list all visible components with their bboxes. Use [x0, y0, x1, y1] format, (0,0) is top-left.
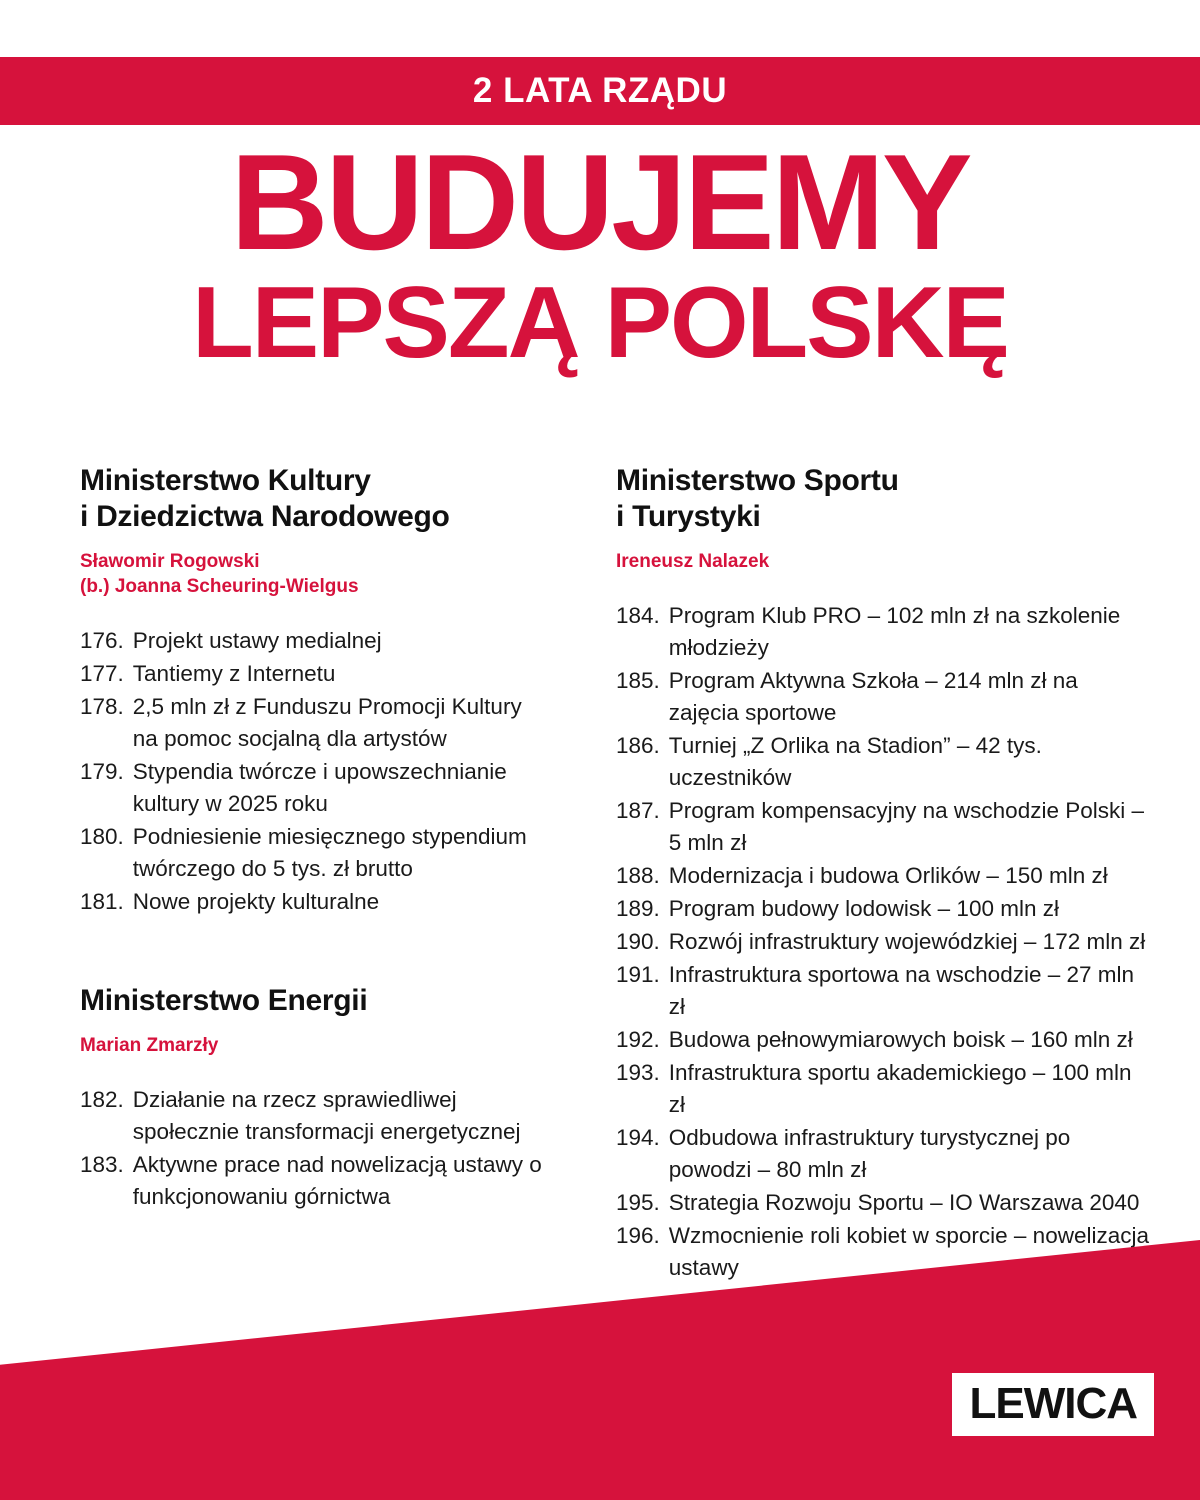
- item-number: 181.: [80, 889, 124, 914]
- list-item: [80, 1084, 550, 1148]
- list-item: [80, 821, 550, 885]
- item-text: Rozwój infrastruktury wojewódzkiej – 172 mln zł: [668, 929, 1146, 954]
- item-text: Program budowy lodowisk – 100 mln zł: [668, 896, 1059, 921]
- ministry-title-line-2: i Turystyki: [616, 500, 761, 533]
- item-text: Infrastruktura sportowa na wschodzie – 27 mln zł: [668, 962, 1135, 1019]
- ministry-person-name: Marian Zmarzły: [80, 1035, 219, 1056]
- item-list-sport: [616, 600, 1154, 1284]
- item-text: Program Aktywna Szkoła – 214 mln zł na zajęcia sportowe: [668, 668, 1078, 725]
- ministry-title-line-1: Ministerstwo Sportu: [616, 464, 899, 497]
- item-number: 179.: [80, 759, 124, 784]
- item-text: Wzmocnienie roli kobiet w sporcie – nowelizacja ustawy: [668, 1223, 1149, 1280]
- list-item: [80, 691, 550, 755]
- item-list-kultura: [80, 625, 550, 918]
- item-number: 177.: [80, 661, 124, 686]
- logo-box: [952, 1373, 1154, 1436]
- item-number: 188.: [616, 863, 660, 888]
- ministry-person-name: Sławomir Rogowski: [80, 551, 260, 572]
- item-number: 187.: [616, 798, 660, 823]
- section-spacer: [80, 919, 550, 983]
- item-number: 178.: [80, 694, 124, 719]
- list-item: [80, 756, 550, 820]
- section-ministerstwo-kultury: [80, 463, 550, 918]
- item-number: 193.: [616, 1060, 660, 1085]
- ministry-person-name: Ireneusz Nalazek: [616, 551, 770, 572]
- ministry-title-line-1: Ministerstwo Energii: [80, 984, 368, 1017]
- left-column: [0, 463, 560, 1285]
- ministry-title-line-2: i Dziedzictwa Narodowego: [80, 500, 450, 533]
- list-item: [616, 730, 1154, 794]
- section-ministerstwo-energii: [80, 983, 550, 1213]
- item-number: 183.: [80, 1152, 124, 1177]
- ministry-title-line-1: Ministerstwo Kultury: [80, 464, 371, 497]
- list-item: [616, 795, 1154, 859]
- item-number: 195.: [616, 1190, 660, 1215]
- item-text: Odbudowa infrastruktury turystycznej po powodzi – 80 mln zł: [668, 1125, 1071, 1182]
- item-text: Nowe projekty kulturalne: [132, 889, 380, 914]
- list-item: [80, 1149, 550, 1213]
- list-item: [616, 600, 1154, 664]
- top-banner: [0, 57, 1200, 125]
- headline-line-1: BUDUJEMY: [230, 126, 970, 278]
- item-text: Stypendia twórcze i upowszechnianie kultury w 2025 roku: [132, 759, 507, 816]
- item-number: 176.: [80, 628, 124, 653]
- section-ministerstwo-sportu: [616, 463, 1154, 1284]
- list-item: [80, 658, 550, 690]
- item-text: Budowa pełnowymiarowych boisk – 160 mln zł: [668, 1027, 1133, 1052]
- item-number: 190.: [616, 929, 660, 954]
- item-text: Turniej „Z Orlika na Stadion” – 42 tys. uczestników: [668, 733, 1042, 790]
- item-text: Infrastruktura sportu akademickiego – 100 mln zł: [668, 1060, 1132, 1117]
- list-item: [80, 625, 550, 657]
- item-number: 189.: [616, 896, 660, 921]
- item-number: 185.: [616, 668, 660, 693]
- ministry-title: [80, 983, 550, 1019]
- item-text: Aktywne prace nad nowelizacją ustawy o funkcjonowaniu górnictwa: [132, 1152, 542, 1209]
- right-column: [560, 463, 1200, 1285]
- list-item: [616, 959, 1154, 1023]
- list-item: [616, 1122, 1154, 1186]
- item-text: Program kompensacyjny na wschodzie Polski – 5 mln zł: [668, 798, 1145, 855]
- list-item: [616, 860, 1154, 892]
- item-number: 182.: [80, 1087, 124, 1112]
- list-item: [616, 1187, 1154, 1219]
- item-number: 184.: [616, 603, 660, 628]
- item-text: 2,5 mln zł z Funduszu Promocji Kultury na pomoc socjalną dla artystów: [132, 694, 522, 751]
- ministry-person-former: (b.) Joanna Scheuring-Wielgus: [80, 576, 359, 597]
- ministry-person: [80, 1033, 550, 1058]
- item-number: 194.: [616, 1125, 660, 1150]
- item-number: 192.: [616, 1027, 660, 1052]
- item-text: Podniesienie miesięcznego stypendium twórczego do 5 tys. zł brutto: [132, 824, 527, 881]
- item-text: Modernizacja i budowa Orlików – 150 mln zł: [668, 863, 1108, 888]
- list-item: [616, 893, 1154, 925]
- list-item: [616, 1057, 1154, 1121]
- content-columns: [0, 463, 1200, 1285]
- item-number: 196.: [616, 1223, 660, 1248]
- list-item: [616, 665, 1154, 729]
- list-item: [616, 1024, 1154, 1056]
- item-text: Program Klub PRO – 102 mln zł na szkolenie młodzieży: [668, 603, 1121, 660]
- ministry-person: [80, 549, 550, 599]
- headline-line-2: LEPSZĄ POLSKĘ: [192, 267, 1008, 379]
- item-number: 191.: [616, 962, 660, 987]
- ministry-person: [616, 549, 1154, 574]
- ministry-title: [80, 463, 550, 535]
- lewica-logo: LEWICA: [969, 1379, 1137, 1428]
- item-text: Projekt ustawy medialnej: [132, 628, 382, 653]
- list-item: [616, 926, 1154, 958]
- headline: [0, 126, 1200, 379]
- item-text: Działanie na rzecz sprawiedliwej społecznie transformacji energetycznej: [132, 1087, 521, 1144]
- top-banner-label: 2 LATA RZĄDU: [472, 71, 728, 110]
- item-text: Strategia Rozwoju Sportu – IO Warszawa 2040: [668, 1190, 1140, 1215]
- list-item: [80, 886, 550, 918]
- item-number: 186.: [616, 733, 660, 758]
- ministry-title: [616, 463, 1154, 535]
- item-list-energia: [80, 1084, 550, 1213]
- item-text: Tantiemy z Internetu: [132, 661, 336, 686]
- item-number: 180.: [80, 824, 124, 849]
